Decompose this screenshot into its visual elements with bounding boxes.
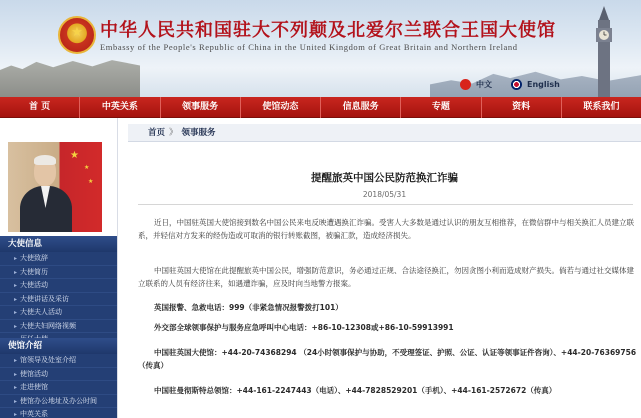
great-wall-image (0, 52, 140, 97)
sidebar-item-web-videos[interactable]: ▸ 大使夫妇网络视频 (0, 320, 117, 334)
sidebar-item-ambassador-bio[interactable]: ▸ 大使简历 (0, 266, 117, 280)
lang-english-link[interactable]: English (527, 79, 560, 89)
left-sidebar (0, 118, 118, 418)
main-nav (0, 97, 641, 118)
sidebar-list-embassy-intro (0, 354, 117, 418)
article-divider (138, 204, 633, 205)
embassy-title-cn: 中华人民共和国驻大不列颠及北爱尔兰联合王国大使馆 (100, 20, 556, 41)
sidebar-heading-embassy-intro: 使馆介绍 (0, 338, 117, 354)
article-paragraph-embassy-contact: 中国驻英国大使馆：+44-20-74368294 （24小时领事保护与协助，不受理签证、护照、公证、认证等领事证件咨询）、+44-20-76369756（传真） (138, 348, 637, 370)
article-paragraph: 中国驻英国大使馆在此提醒旅英中国公民，增强防范意识，务必通过正规、合法途径换汇，勿因贪图小利而造成财产损失。倘若与通过社交媒体建立联系的人员有经济往来，如遇遭诈骗，应及时向当地警方报案。 (138, 266, 634, 288)
article-paragraph-mfa-hotline: 外交部全球领事保护与服务应急呼叫中心电话：+86-10-12308或+86-10-59913991 (154, 323, 454, 332)
lang-chinese-link[interactable]: 中文 (476, 79, 492, 89)
uk-flag-icon (511, 79, 522, 90)
article-date: 2018/05/31 (362, 190, 407, 199)
sidebar-item-speeches-interviews[interactable]: ▸ 大使讲话及采访 (0, 293, 117, 307)
article-paragraph-uk-emergency: 英国报警、急救电话：999（非紧急情况报警拨打101） (154, 303, 343, 312)
nav-topics[interactable]: 专题 (401, 97, 481, 118)
sidebar-list-ambassador-info (0, 252, 117, 347)
nav-china-uk-relations[interactable]: 中英关系 (80, 97, 160, 118)
language-switcher (460, 77, 574, 91)
breadcrumb-separator: 》 (169, 128, 178, 138)
breadcrumb-home-link[interactable]: 首页 (148, 128, 166, 138)
nav-home[interactable]: 首 页 (0, 97, 80, 118)
big-ben-icon (592, 6, 616, 97)
sidebar-item-office-address-hours[interactable]: ▸ 使馆办公地址及办公时间 (0, 395, 117, 409)
nav-information-services[interactable]: 信息服务 (321, 97, 401, 118)
sidebar-item-leadership-departments[interactable]: ▸ 馆领导及处室介绍 (0, 354, 117, 368)
sidebar-item-ambassador-speech[interactable]: ▸ 大使致辞 (0, 252, 117, 266)
sidebar-item-embassy-activities[interactable]: ▸ 使馆活动 (0, 368, 117, 382)
site-header (0, 0, 641, 97)
main-content (128, 118, 641, 418)
article-title: 提醒旅英中国公民防范换汇诈骗 (311, 172, 458, 184)
ambassador-photo[interactable]: ★ ★ ★ (8, 142, 102, 232)
sidebar-item-ambassador-activities[interactable]: ▸ 大使活动 (0, 279, 117, 293)
article-paragraph: 近日，中国驻英国大使馆接到数名中国公民来电反映遭遇换汇诈骗。受害人大多数是通过认识的朋友互相推荐，在微信群中与相关换汇人员建立联系，并轻信对方发来的经伪造或可取消的银行转账截图，被骗汇款，造成经济损失。 (138, 218, 634, 240)
sidebar-item-spouse-activities[interactable]: ▸ 大使夫人活动 (0, 306, 117, 320)
sidebar-item-visit-embassy[interactable]: ▸ 走进使馆 (0, 381, 117, 395)
nav-consular-services[interactable]: 领事服务 (161, 97, 241, 118)
breadcrumb (128, 124, 641, 142)
embassy-title-en: Embassy of the People's Republic of China in the United Kingdom of Great Britain and Northern Ireland (100, 42, 518, 52)
sidebar-item-china-uk-relations[interactable]: ▸ 中英关系 (0, 408, 117, 418)
china-flag-icon (460, 79, 471, 90)
nav-embassy-news[interactable]: 使馆动态 (241, 97, 321, 118)
nav-contact-us[interactable]: 联系我们 (583, 101, 620, 112)
national-emblem-icon[interactable]: ★ (58, 16, 96, 54)
article-paragraph-manchester-contact: 中国驻曼彻斯特总领馆：+44-161-2247443（电话）、+44-7828529201（手机）、+44-161-2572672（传真） (154, 386, 557, 395)
nav-resources[interactable]: 资料 (482, 97, 562, 118)
breadcrumb-current-link[interactable]: 领事服务 (181, 128, 216, 138)
sidebar-heading-ambassador-info: 大使信息 (0, 236, 117, 252)
